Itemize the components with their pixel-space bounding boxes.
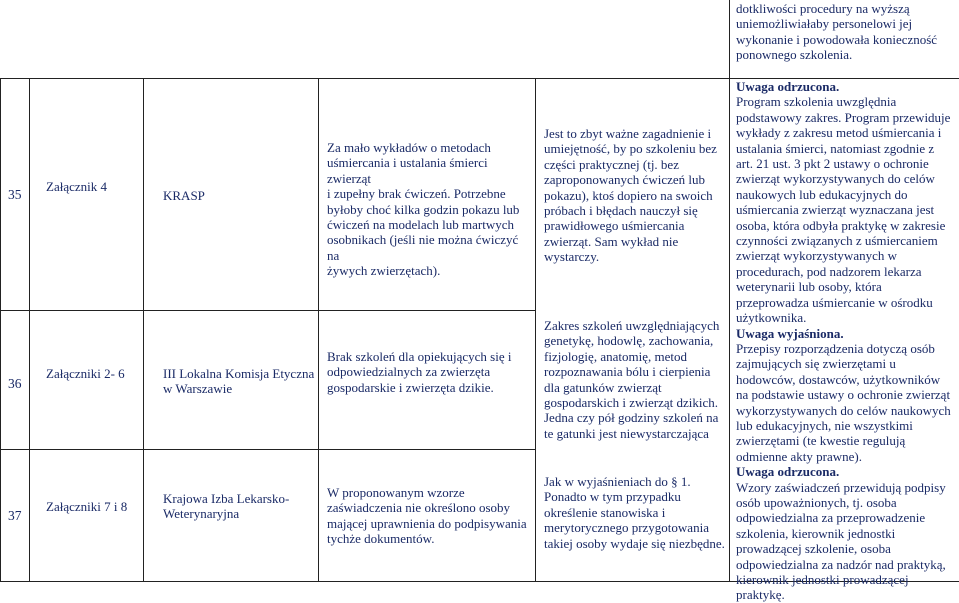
response-line: na podstawie ustawy o ochronie zwierząt [736,387,951,403]
comment-line: mającej uprawnienia do podpisywania [327,515,527,531]
justification-line: umiejętność, by po szkoleniu bez [544,141,717,157]
response-line: podstawowy zakres. Program przewiduje [736,109,951,125]
comment-line: żywych zwierzętach). [327,263,441,279]
response-line: osób upoważnionych, tj. osoba [736,494,897,510]
justification-line: rozpoznawania bólu i cierpienia [544,364,711,380]
top-note-line: wykonanie i powodowała konieczność [736,31,938,47]
response-line: odpowiedzialna za nadzór nad praktyką, [736,556,946,572]
top-note [736,1,958,63]
justification-block [544,474,728,551]
submitter-cell [163,491,315,522]
comment-line: W proponowanym wzorze [327,485,465,500]
response-line: Program szkolenia uwzględnia [736,94,897,110]
response-line: zwierzętami (te kwestie regulują [736,433,906,449]
justification-line: Jest to zbyt ważne zagadnienie i [544,126,712,141]
response-line: osoba, która odbyła praktykę w zakresie [736,217,946,233]
row-number: 37 [8,508,22,523]
submitter-line: III Lokalna Komisja Etyczna [163,366,315,381]
justification-line: Zakres szkoleń uwzględniających [544,318,720,333]
comment-cell [327,485,533,547]
row-number: 36 [8,376,22,391]
response-line: wykłady z zakresu metod uśmiercania i [736,125,942,141]
justification-line: próbach i błędach nauczył się [544,203,698,219]
comment-line: odpowiedzialnych za zwierzęta [327,364,491,380]
justification-line: wystarczy. [544,249,600,265]
top-note-line: ponownego szkolenia. [736,47,853,63]
col-divider-4 [535,78,536,582]
response-line: lub edukacyjnych, nie wszystkimi [736,417,913,433]
row-divider-2 [0,449,535,450]
response-line: art. 21 ust. 3 pkt 2 ustawy o ochronie [736,156,929,172]
justification-line: dla gatunków zwierząt [544,379,662,395]
justification-block [544,318,728,441]
response-line: wykorzystywanych do celów naukowych [736,402,951,418]
justification-line: zaproponowanych ćwiczeń lub [544,172,705,188]
justification-line: części praktycznej (tj. bez [544,156,679,172]
col-divider-2 [143,78,144,582]
attachment-cell: Załączniki 2- 6 [46,366,125,381]
response-line: hodowców, dostawców, użytkowników [736,371,941,387]
response-line: naukowych lub edukacyjnych do [736,186,908,202]
top-note-line: dotkliwości procedury na wyższą [736,1,910,16]
comment-line: osobnikach (jeśli nie można ćwiczyć na [327,232,519,263]
response-line: odmienne akty prawne). [736,448,862,464]
comment-line: zaświadczenia nie określono osoby [327,500,511,516]
comment-line: i zupełny brak ćwiczeń. Potrzebne [327,186,506,202]
response-line: weterynarii lub osoby, która [736,279,882,295]
response-line: uśmiercania zwierząt wyznaczana jest [736,202,935,218]
response-line: prowadzącej szkolenie, osoba [736,541,891,557]
submitter-line: w Warszawie [163,381,233,397]
justification-line: zwierząt. Sam wykład nie [544,233,679,249]
justification-line: pokazu), ktoś dopiero na swoich [544,187,713,203]
response-heading: Uwaga odrzucona. [736,464,840,480]
response-line: odpowiedzialna za przeprowadzenie [736,510,926,526]
justification-line: te gatunki jest niewystarczająca [544,425,709,441]
justification-line: prawidłowego uśmiercania [544,218,685,234]
top-note-border-left [729,0,730,78]
submitter-cell [163,366,315,397]
submitter-cell: KRASP [163,188,205,203]
submitter-line: Weterynaryjna [163,506,240,522]
response-line: Przepisy rozporządzenia dotyczą osób [736,340,935,356]
response-line: przeprowadza uśmiercanie w ośrodku [736,294,933,310]
justification-block [544,126,728,265]
comment-cell [327,140,533,279]
top-note-line: uniemożliwiałaby personelowi jej [736,16,913,32]
response-heading: Uwaga wyjaśniona. [736,325,844,341]
response-line: zajmujących się zwierzętami u [736,356,896,372]
response-line: praktykę. [736,587,785,603]
response-line: czynności związanych z uśmiercaniem [736,233,938,249]
justification-line: gospodarskich i zwierząt dzikich. [544,395,718,411]
response-line: szkolenia, kierownik jednostki [736,525,896,541]
response-line: zwierząt wykorzystywanych do celów [736,171,935,187]
attachment-cell: Załączniki 7 i 8 [46,499,128,514]
comment-line: uśmiercania i ustalania śmierci zwierząt [327,155,488,186]
table-left-border [0,78,1,582]
row-divider-1 [0,310,535,311]
row-number: 35 [8,187,22,202]
response-line: kierownik jednostki prowadzącej [736,572,909,587]
response-block [736,79,958,603]
comment-line: ćwiczeń na modelach lub martwych [327,217,514,233]
comment-line: Za mało wykładów o metodach [327,140,491,155]
response-heading: Uwaga odrzucona. [736,79,840,94]
response-line: ustalania śmierci, natomiast zgodnie z [736,140,935,156]
attachment-cell: Załącznik 4 [46,179,107,194]
col-divider-5 [729,78,730,582]
response-line: zwierząt wykorzystywanych w [736,248,897,264]
justification-line: Ponadto w tym przypadku [544,489,681,505]
justification-line: określenie stanowiska i [544,504,666,520]
comment-cell [327,349,533,395]
justification-line: genetykę, hodowlę, zachowania, [544,333,714,349]
justification-line: fizjologię, anatomię, metod [544,348,687,364]
col-divider-1 [29,78,30,582]
justification-line: merytorycznego przygotowania [544,520,709,536]
justification-line: Jak w wyjaśnieniach do § 1. [544,474,691,489]
response-line: użytkownika. [736,310,807,326]
col-divider-3 [318,78,319,582]
response-line: procedurach, pod nadzorem lekarza [736,263,922,279]
comment-line: tychże dokumentów. [327,531,435,547]
comment-line: Brak szkoleń dla opiekujących się i [327,349,512,364]
response-line: Wzory zaświadczeń przewidują podpisy [736,479,946,495]
comment-line: byłoby choć kilka godzin pokazu lub [327,201,520,217]
justification-line: takiej osoby wydaje się niezbędne. [544,535,725,551]
comment-line: gospodarskie i zwierzęta dzikie. [327,379,494,395]
submitter-line: Krajowa Izba Lekarsko- [163,491,290,506]
justification-line: Jedna czy pół godziny szkoleń na [544,410,719,426]
